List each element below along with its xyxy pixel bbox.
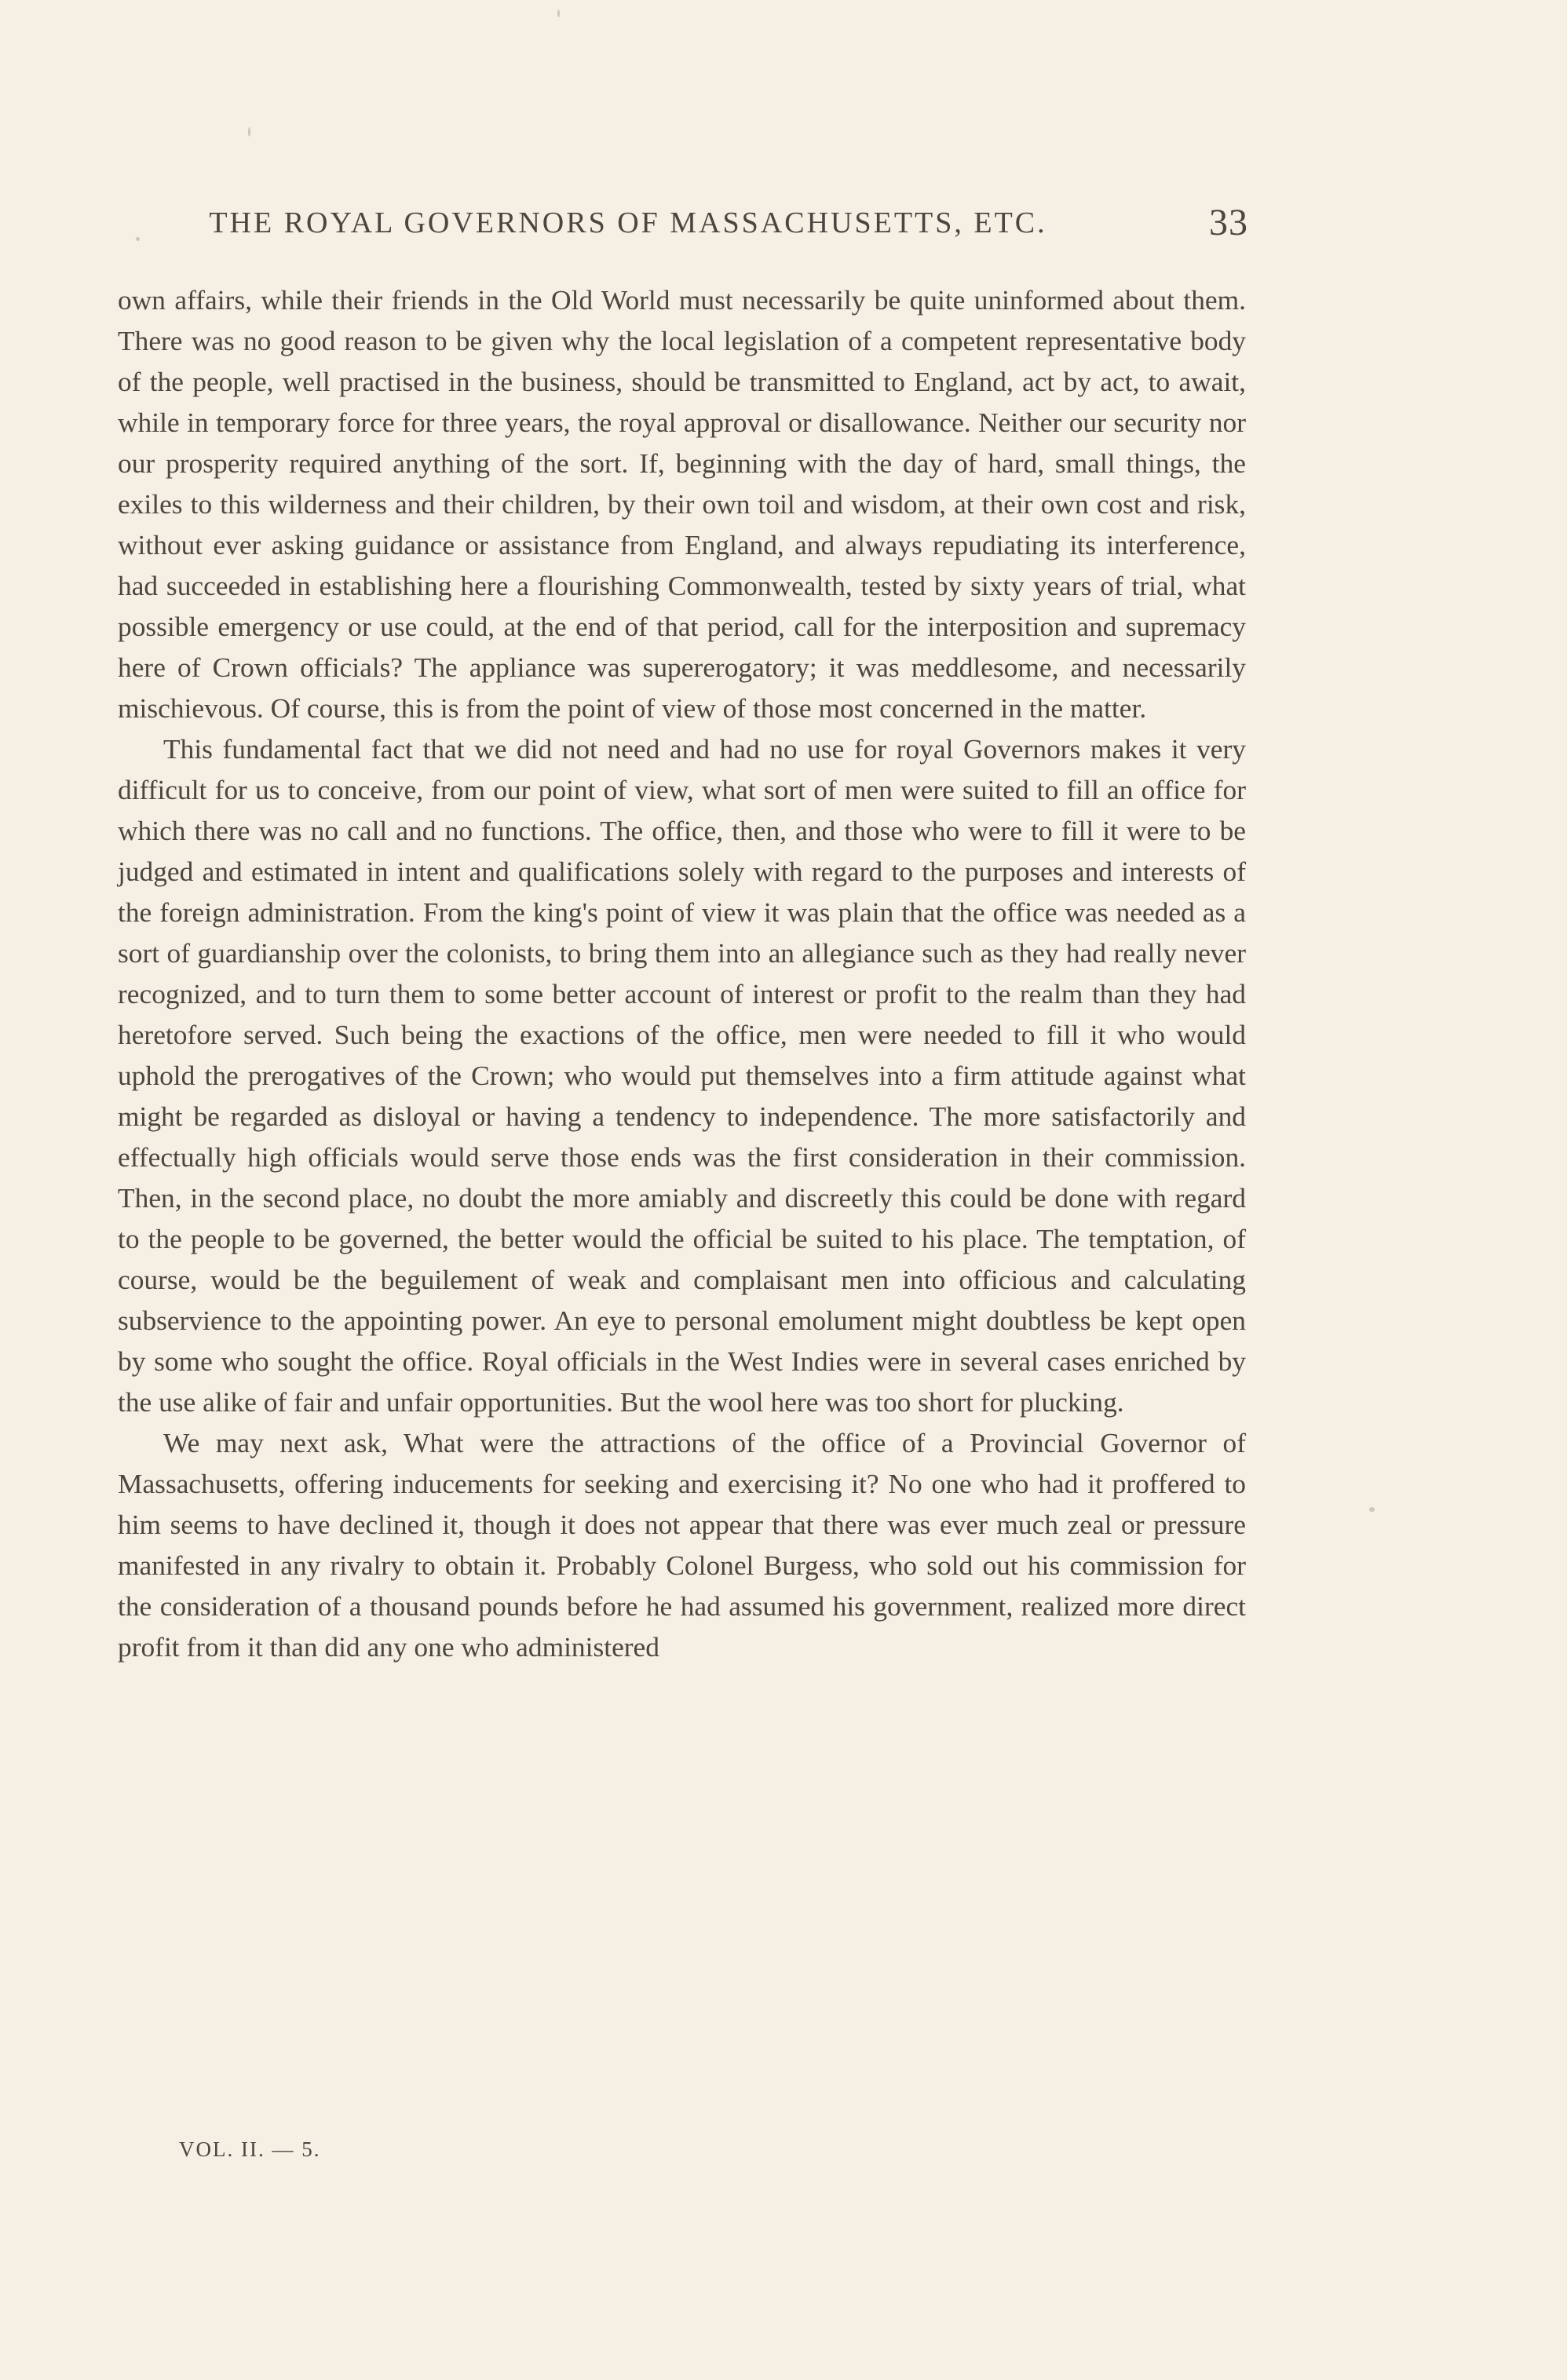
body-text	[118, 279, 1246, 1667]
signature-mark: VOL. II. — 5.	[179, 2137, 321, 2161]
paragraph: We may next ask, What were the attractions of the office of a Provincial Governor of Massachusetts, offering inducements for seeking and exercising it? No one who had it proffered to him seems to have declined it, though it does not appear that there was ever much zeal or pressure manifested in any rivalry to obtain it. Probably Colonel Burgess, who sold out his commission for the consideration of a thousand pounds before he had assumed his government, realized more direct profit from it than did any one who administered	[118, 1427, 1246, 1663]
paper-speck	[248, 127, 250, 137]
paragraph: This fundamental fact that we did not need and had no use for royal Governors makes it very difficult for us to conceive, from our point of view, what sort of men were suited to fill an office for which there was no call and no functions. The office, then, and those who were to fill it were to be judged and estimated in intent and qualifications solely with regard to the purposes and interests of the foreign administration. From the king's point of view it was plain that the office was needed as a sort of guardianship over the colonists, to bring them into an allegiance such as they had really never recognized, and to turn them to some better account of interest or profit to the realm than they had heretofore served. Such being the exactions of the office, men were needed to fill it who would uphold the prerogatives of the Crown; who would put themselves into a firm attitude against what might be regarded as disloyal or having a tendency to independence. The more satisfactorily and effectually high officials would serve those ends was the first consideration in their commission. Then, in the second place, no doubt the more amiably and discreetly this could be done with regard to the people to be governed, the better would the official be suited to his place. The temptation, of course, would be the beguilement of weak and complaisant men into officious and calculating subservience to the appointing power. An eye to personal emolument might doubtless be kept open by some who sought the office. Royal officials in the West Indies were in several cases enriched by the use alike of fair and unfair opportunities. But the wool here was too short for plucking.	[118, 733, 1246, 1418]
paper-speck	[557, 9, 560, 17]
running-title: THE ROYAL GOVERNORS OF MASSACHUSETTS, ETC.	[209, 206, 1047, 239]
paragraph: own affairs, while their friends in the Old World must necessarily be quite uninformed about them. There was no good reason to be given why the local legislation of a competent representative body of the people, well practised in the business, should be transmitted to England, act by act, to await, while in temporary force for three years, the royal approval or disallowance. Neither our security nor our prosperity required anything of the sort. If, beginning with the day of hard, small things, the exiles to this wilderness and their children, by their own toil and wisdom, at their own cost and risk, without ever asking guidance or assistance from England, and always repudiating its interference, had succeeded in establishing here a flourishing Commonwealth, tested by sixty years of trial, what possible emergency or use could, at the end of that period, call for the interposition and supremacy here of Crown officials? The appliance was supererogatory; it was meddlesome, and necessarily mischievous. Of course, this is from the point of view of those most concerned in the matter.	[118, 284, 1246, 724]
paper-speck	[1369, 1507, 1375, 1512]
page-number: 33	[1209, 202, 1248, 243]
running-header	[118, 196, 1248, 246]
